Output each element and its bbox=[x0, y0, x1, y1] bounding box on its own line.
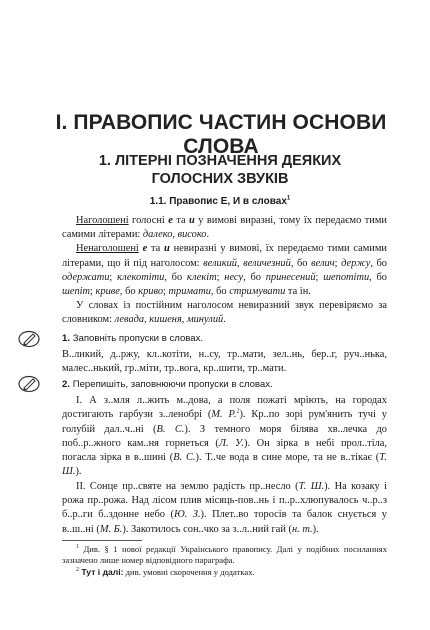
rule1-underlined: Наголошені bbox=[76, 215, 129, 226]
footnote-2-mark: 2 bbox=[76, 566, 79, 573]
example-word: тримати bbox=[168, 286, 211, 298]
task2-p2-a: ІІ. Сонце пр..святе на землю радість пр..несло ( bbox=[76, 480, 299, 492]
pencil-icon bbox=[18, 375, 40, 393]
task2-number: 2. bbox=[62, 379, 71, 390]
author-abbrev: М. Б. bbox=[99, 523, 123, 535]
footnote-2 bbox=[62, 567, 387, 578]
rule1-text-a: голосні bbox=[128, 215, 169, 226]
separator: , бо bbox=[243, 271, 266, 283]
task1-label: Заповніть пропуски в словах. bbox=[72, 333, 204, 344]
author-abbrev: Т. Ш. bbox=[62, 452, 387, 478]
task2-p1-e: ). Т..че вода в сине море, та не в..тікає ( bbox=[195, 452, 380, 464]
letter-e: е bbox=[168, 215, 173, 226]
task2-p1-c: ). З темного моря білява хв..лечка до поб..р..жного кам..ня горнеться ( bbox=[62, 423, 388, 449]
task2-heading bbox=[62, 379, 387, 390]
rule3-text-a: У словах із постійним наголосом невиразний звук перевіряємо за словником: bbox=[62, 300, 387, 326]
example-word: принесений bbox=[265, 271, 316, 283]
section-title bbox=[60, 152, 380, 188]
example-word: держу bbox=[341, 257, 371, 269]
task2-paragraph-2 bbox=[62, 480, 387, 537]
footnote-divider bbox=[62, 540, 142, 541]
separator: ; bbox=[109, 271, 118, 283]
rule1-text-c: у вимові виразні, тому їх передаємо тими самими літерами: bbox=[62, 215, 387, 241]
author-abbrev: Т. Ш. bbox=[298, 480, 325, 492]
task2-p1-b: ). Кр..по зорі рум'янить тучі у голубій дал..ч..ні ( bbox=[62, 409, 387, 435]
example-word: криво bbox=[138, 286, 164, 298]
task2-text bbox=[62, 394, 387, 537]
rule-paragraph-3 bbox=[62, 299, 387, 327]
pencil-icon bbox=[18, 330, 40, 348]
example-word: шепотіти bbox=[323, 271, 370, 283]
letter-y: и bbox=[189, 215, 195, 226]
separator: , бо bbox=[369, 271, 387, 283]
subsection-title-text: 1.1. Правопис Е, И в словах bbox=[149, 196, 287, 207]
example-word: стримувати bbox=[229, 286, 286, 298]
author-abbrev: В. С. bbox=[156, 423, 185, 435]
footnote-ref-1: 1 bbox=[286, 195, 291, 202]
example-word: клекотіти bbox=[117, 271, 165, 283]
separator: ; bbox=[163, 286, 169, 298]
letter-e: е bbox=[142, 243, 148, 255]
rule1-example: далеко, високо bbox=[142, 229, 207, 241]
rule3-example: левада, кишеня, минулий bbox=[114, 314, 224, 326]
rule-text bbox=[62, 214, 387, 328]
task2-p1-d: ). Он зірка в небі прол..тіла, погасла зірка в в..шині ( bbox=[62, 437, 387, 464]
task2-p2-b: ). На козаку і рожа пр..рожа. Над лісом плив місяць-пов..нь і п..р..хлюпувалось ч..р..з б..р..ги б..здонне небо ( bbox=[62, 480, 387, 521]
footnote-ref-2: 2 bbox=[236, 408, 240, 415]
task2-p2-d: ). Закотилось сон..чко за з..л..ний гай ( bbox=[122, 523, 292, 535]
author-abbrev: н. т. bbox=[292, 523, 313, 535]
subsection-title bbox=[60, 196, 380, 207]
author-abbrev: М. Р. bbox=[211, 409, 237, 421]
section-title-line2: ГОЛОСНИХ ЗВУКІВ bbox=[151, 171, 289, 187]
task2-label: Перепишіть, заповнюючи пропуски в словах. bbox=[72, 379, 273, 390]
footnote-2-bold: Тут і далі: bbox=[79, 566, 124, 577]
author-abbrev: В. С. bbox=[173, 452, 196, 464]
example-word: криве bbox=[95, 286, 120, 298]
example-word: шепіт bbox=[62, 286, 91, 298]
example-word: одержати bbox=[62, 271, 110, 283]
letter-y: и bbox=[164, 243, 170, 255]
rule2-end: та ін. bbox=[285, 286, 311, 298]
task2-p2-c: ). Плет..во торосів та балок снується у в..ш..ні ( bbox=[62, 509, 387, 535]
separator: ; bbox=[216, 271, 225, 283]
rule-paragraph-1 bbox=[62, 214, 387, 242]
task1-text: В..ликий, д..ржу, кл..котіти, н..су, тр..мати, зел..нь, бер..г, руч..нька, малес..нький, гр..міти, тр..вога, кр..шити, тр..мати. bbox=[62, 349, 387, 375]
separator: , бо bbox=[119, 286, 139, 298]
task2-p1-f: ). bbox=[75, 466, 82, 478]
separator: ; bbox=[90, 286, 96, 298]
rule1-end: . bbox=[206, 229, 210, 241]
footnote-2-text: див. умовні скорочення у додатках. bbox=[123, 566, 255, 577]
task1-heading bbox=[62, 333, 387, 344]
footnotes bbox=[62, 544, 387, 578]
task1-number: 1. bbox=[62, 333, 71, 344]
rule3-end: . bbox=[223, 314, 226, 326]
task2-p1-a: І. А з..мля л..жить м..дова, а поля пожаті мріють, на городах достигають гарбузи з..ленобрі ( bbox=[62, 395, 387, 421]
separator: ; bbox=[315, 271, 324, 283]
rule-paragraph-2 bbox=[62, 242, 387, 299]
separator: , бо bbox=[164, 271, 187, 283]
example-word: несу bbox=[224, 271, 244, 283]
separator: , бо bbox=[370, 257, 387, 269]
separator: , бо bbox=[210, 286, 230, 298]
task2-paragraph-1 bbox=[62, 394, 387, 480]
footnote-1-mark: 1 bbox=[76, 544, 79, 551]
author-abbrev: Л. У. bbox=[218, 437, 244, 449]
author-abbrev: Ю. З. bbox=[173, 509, 201, 521]
chapter-title: І. ПРАВОПИС ЧАСТИН ОСНОВИ СЛОВА bbox=[55, 111, 387, 158]
rule2-text-c: невиразні у вимові, їх передаємо тими самими літерами, що й під наголосом: bbox=[62, 243, 387, 269]
task2-p2-e: ). bbox=[312, 523, 319, 535]
separator: , бо bbox=[290, 257, 312, 269]
footnote-1 bbox=[62, 544, 387, 567]
rule2-text-b: та bbox=[147, 243, 165, 255]
section-title-line1: 1. ЛІТЕРНІ ПОЗНАЧЕННЯ ДЕЯКИХ bbox=[98, 153, 342, 169]
example-word: великий, величезний bbox=[203, 257, 291, 269]
rule1-text-b: та bbox=[172, 215, 190, 226]
rule2-underlined: Ненаголошені bbox=[76, 243, 139, 255]
footnote-1-text: Див. § 1 нової редакції Українського правопису. Далі у подібних посиланнях зазначено лише номер відповідного параграфа. bbox=[62, 544, 387, 566]
example-word: велич bbox=[311, 257, 335, 269]
separator: ; bbox=[334, 257, 342, 269]
example-word: клекіт bbox=[186, 271, 217, 283]
